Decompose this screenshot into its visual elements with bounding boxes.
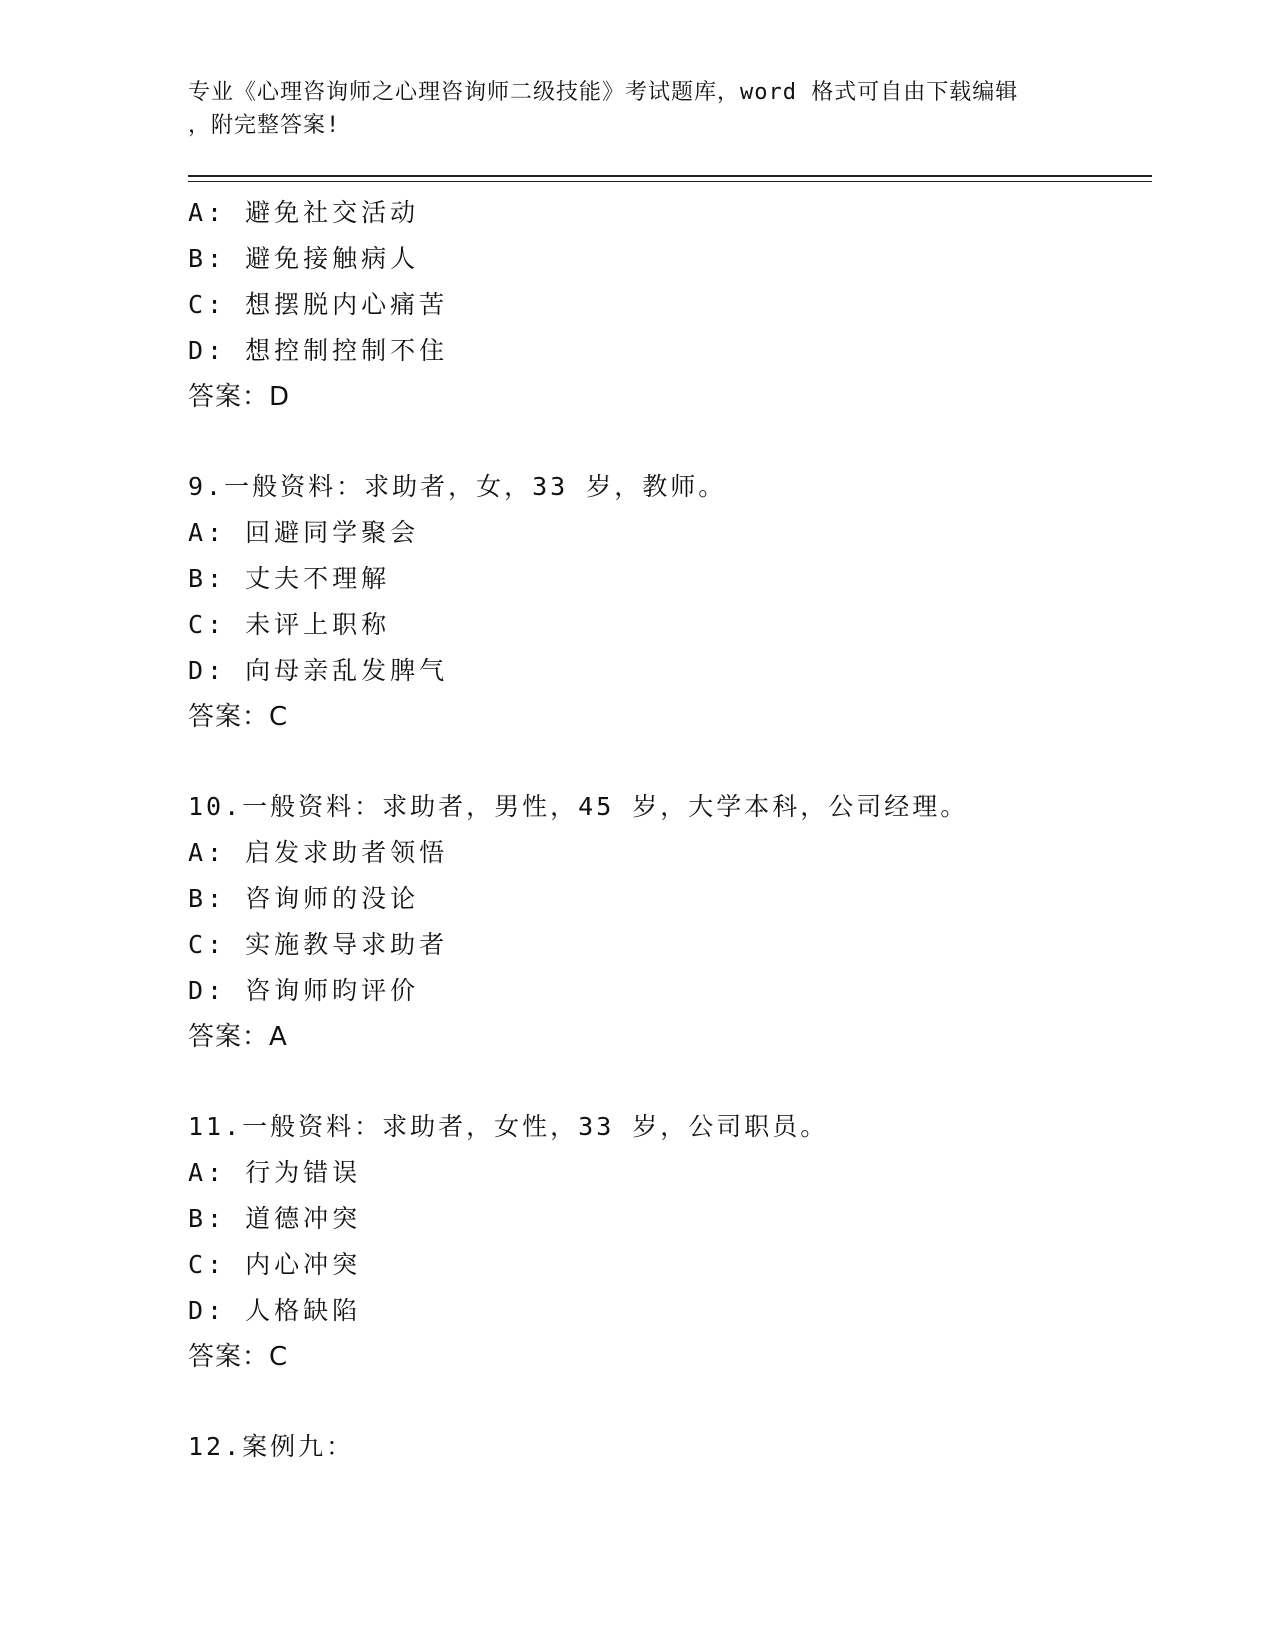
question-11 bbox=[188, 1104, 1152, 1380]
header-rule-thick bbox=[188, 175, 1152, 177]
question-12 bbox=[188, 1424, 1152, 1470]
question-stem: 9.一般资料：求助者，女，33 岁，教师。 bbox=[188, 472, 727, 501]
option-a: A: 启发求助者领悟 bbox=[188, 838, 449, 867]
question-stem: 12.案例九： bbox=[188, 1432, 355, 1461]
option-a: A: 回避同学聚会 bbox=[188, 518, 420, 547]
option-b: B: 道德冲突 bbox=[188, 1204, 362, 1233]
question-8-continued bbox=[188, 190, 1152, 420]
answer: 答案：C bbox=[188, 702, 289, 732]
header-line-1: 专业《心理咨询师之心理咨询师二级技能》考试题库，word 格式可自由下载编辑 bbox=[188, 80, 1019, 105]
header-line-2: ，附完整答案! bbox=[188, 113, 341, 138]
option-c: C: 未评上职称 bbox=[188, 610, 391, 639]
question-10 bbox=[188, 784, 1152, 1060]
answer: 答案：D bbox=[188, 382, 291, 412]
question-list bbox=[188, 190, 1152, 1470]
question-9 bbox=[188, 464, 1152, 740]
option-b: B: 避免接触病人 bbox=[188, 244, 420, 273]
option-d: D: 向母亲乱发脾气 bbox=[188, 656, 449, 685]
option-d: D: 人格缺陷 bbox=[188, 1296, 362, 1325]
option-a: A: 行为错误 bbox=[188, 1158, 362, 1187]
answer: 答案：A bbox=[188, 1022, 288, 1052]
option-c: C: 想摆脱内心痛苦 bbox=[188, 290, 449, 319]
question-stem: 10.一般资料：求助者，男性，45 岁，大学本科，公司经理。 bbox=[188, 792, 969, 821]
option-b: B: 丈夫不理解 bbox=[188, 564, 391, 593]
answer: 答案：C bbox=[188, 1342, 289, 1372]
option-d: D: 咨询师昀评价 bbox=[188, 976, 420, 1005]
header-rule-thin bbox=[188, 181, 1152, 182]
question-stem: 11.一般资料：求助者，女性，33 岁，公司职员。 bbox=[188, 1112, 829, 1141]
option-a: A: 避免社交活动 bbox=[188, 198, 420, 227]
option-d: D: 想控制控制不住 bbox=[188, 336, 449, 365]
option-c: C: 内心冲突 bbox=[188, 1250, 362, 1279]
document-header bbox=[188, 76, 1088, 142]
option-c: C: 实施教导求助者 bbox=[188, 930, 449, 959]
option-b: B: 咨询师的没论 bbox=[188, 884, 420, 913]
